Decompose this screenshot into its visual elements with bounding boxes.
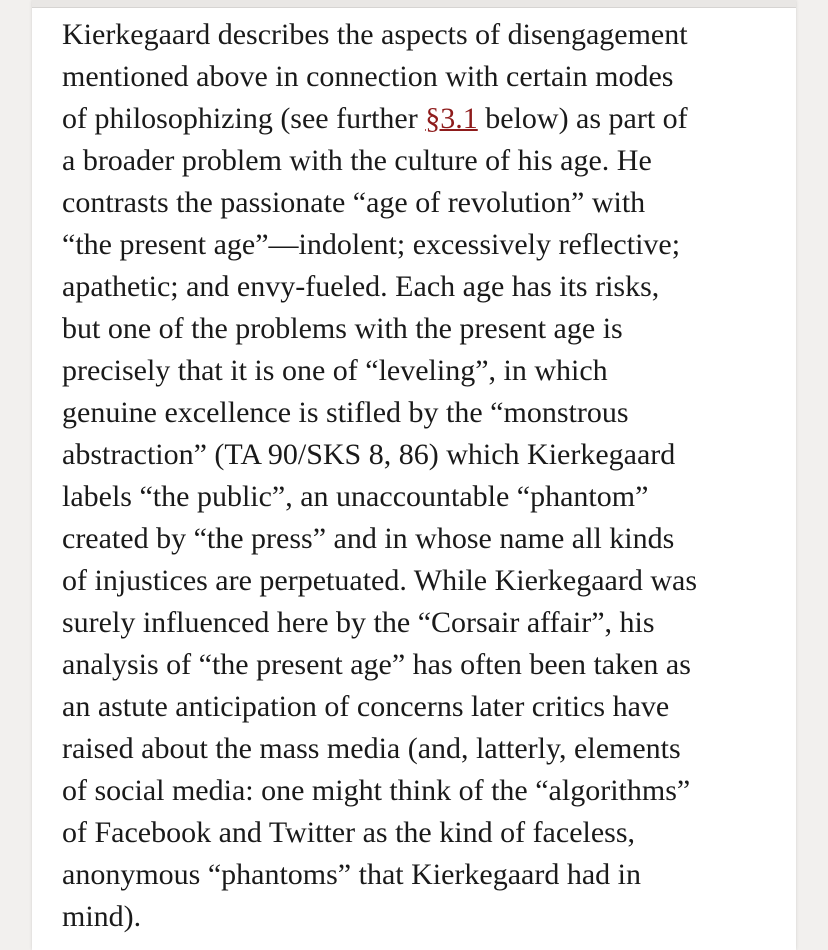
text-line: an astute anticipation of concerns later critics have [62,690,670,723]
text-segment: below) as part of [477,102,688,135]
text-line: but one of the problems with the present age is [62,312,623,345]
text-line: surely influenced here by the “Corsair affair”, his [62,606,655,639]
top-edge-bar [32,0,796,8]
text-line: Kierkegaard describes the aspects of disengagement [62,18,688,51]
text-line: contrasts the passionate “age of revolution” with [62,186,646,219]
text-line: created by “the press” and in whose name all kinds [62,522,675,555]
text-line: precisely that it is one of “leveling”, in which [62,354,608,387]
text-line: a broader problem with the culture of his age. He [62,144,652,177]
text-line: raised about the mass media (and, latterly, elements [62,732,681,765]
text-line: mind). [62,900,142,933]
text-line: of Facebook and Twitter as the kind of faceless, [62,816,636,849]
text-line: mentioned above in connection with certain modes [62,60,674,93]
text-segment: of philosophizing (see further [62,102,426,135]
text-line: “the present age”—indolent; excessively reflective; [62,228,681,261]
text-line: abstraction” (TA 90/SKS 8, 86) which Kierkegaard [62,438,676,471]
text-line: of injustices are perpetuated. While Kierkegaard was [62,564,698,597]
text-line: labels “the public”, an unaccountable “phantom” [62,480,649,513]
article-paragraph [62,14,697,938]
text-line: of social media: one might think of the “algorithms” [62,774,691,807]
text-line: anonymous “phantoms” that Kierkegaard had in [62,858,641,891]
text-line: analysis of “the present age” has often been taken as [62,648,691,681]
text-line [62,98,697,140]
text-line: apathetic; and envy-fueled. Each age has its risks, [62,270,660,303]
section-link[interactable]: §3.1 [425,102,478,135]
text-line: genuine excellence is stifled by the “monstrous [62,396,629,429]
